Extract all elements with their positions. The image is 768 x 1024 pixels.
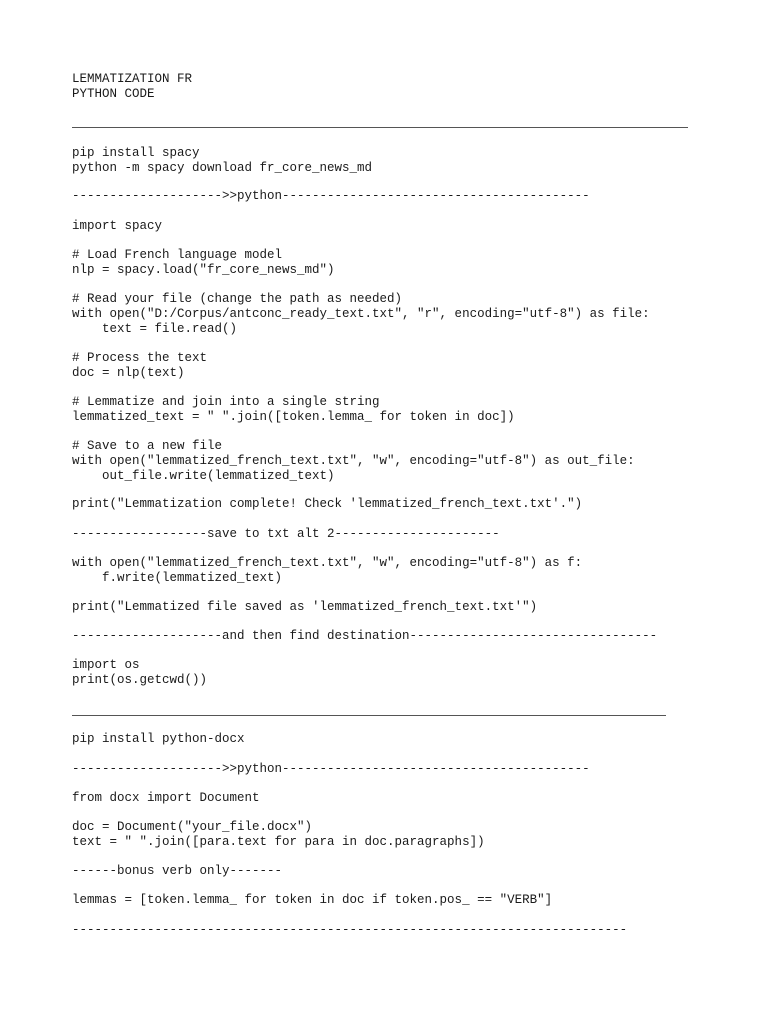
code-line: from docx import Document — [72, 791, 260, 805]
code-line: print("Lemmatized file saved as 'lemmatized_french_text.txt'") — [72, 600, 538, 614]
separator-line: -------------------------------------------------------------------------- — [72, 923, 628, 937]
doc-subtitle: PYTHON CODE — [72, 87, 155, 101]
code-line: doc = nlp(text) — [72, 366, 185, 380]
horizontal-rule — [72, 715, 666, 716]
code-line: pip install python-docx — [72, 732, 245, 746]
horizontal-rule — [72, 127, 688, 128]
doc-title: LEMMATIZATION FR — [72, 72, 193, 86]
code-line: import spacy — [72, 219, 163, 233]
code-line: pip install spacy — [72, 146, 200, 160]
code-line: with open("D:/Corpus/antconc_ready_text.txt", "r", encoding="utf-8") as file: — [72, 307, 650, 321]
code-comment: # Process the text — [72, 351, 208, 365]
code-line: with open("lemmatized_french_text.txt", "w", encoding="utf-8") as out_file: — [72, 454, 635, 468]
code-comment: # Load French language model — [72, 248, 283, 262]
separator-line: ------------------save to txt alt 2---------------------- — [72, 527, 500, 541]
code-line: nlp = spacy.load("fr_core_news_md") — [72, 263, 335, 277]
code-line: print(os.getcwd()) — [72, 673, 208, 687]
code-line: import os — [72, 658, 140, 672]
code-comment: # Read your file (change the path as needed) — [72, 292, 403, 306]
code-comment: # Save to a new file — [72, 439, 223, 453]
separator-line: -------------------->>python----------------------------------------- — [72, 189, 590, 203]
code-line: lemmas = [token.lemma_ for token in doc if token.pos_ == "VERB"] — [72, 893, 553, 907]
code-line: text = file.read() — [72, 322, 238, 336]
code-line: doc = Document("your_file.docx") — [72, 820, 313, 834]
code-line: lemmatized_text = " ".join([token.lemma_ for token in doc]) — [72, 410, 515, 424]
code-line: print("Lemmatization complete! Check 'lemmatized_french_text.txt'.") — [72, 497, 583, 511]
code-line: with open("lemmatized_french_text.txt", "w", encoding="utf-8") as f: — [72, 556, 583, 570]
separator-line: --------------------and then find destination--------------------------------- — [72, 629, 658, 643]
code-line: out_file.write(lemmatized_text) — [72, 469, 335, 483]
code-comment: # Lemmatize and join into a single string — [72, 395, 380, 409]
code-line: python -m spacy download fr_core_news_md — [72, 161, 373, 175]
code-line: text = " ".join([para.text for para in doc.paragraphs]) — [72, 835, 485, 849]
separator-line: -------------------->>python----------------------------------------- — [72, 762, 590, 776]
separator-line: ------bonus verb only------- — [72, 864, 283, 878]
code-line: f.write(lemmatized_text) — [72, 571, 283, 585]
